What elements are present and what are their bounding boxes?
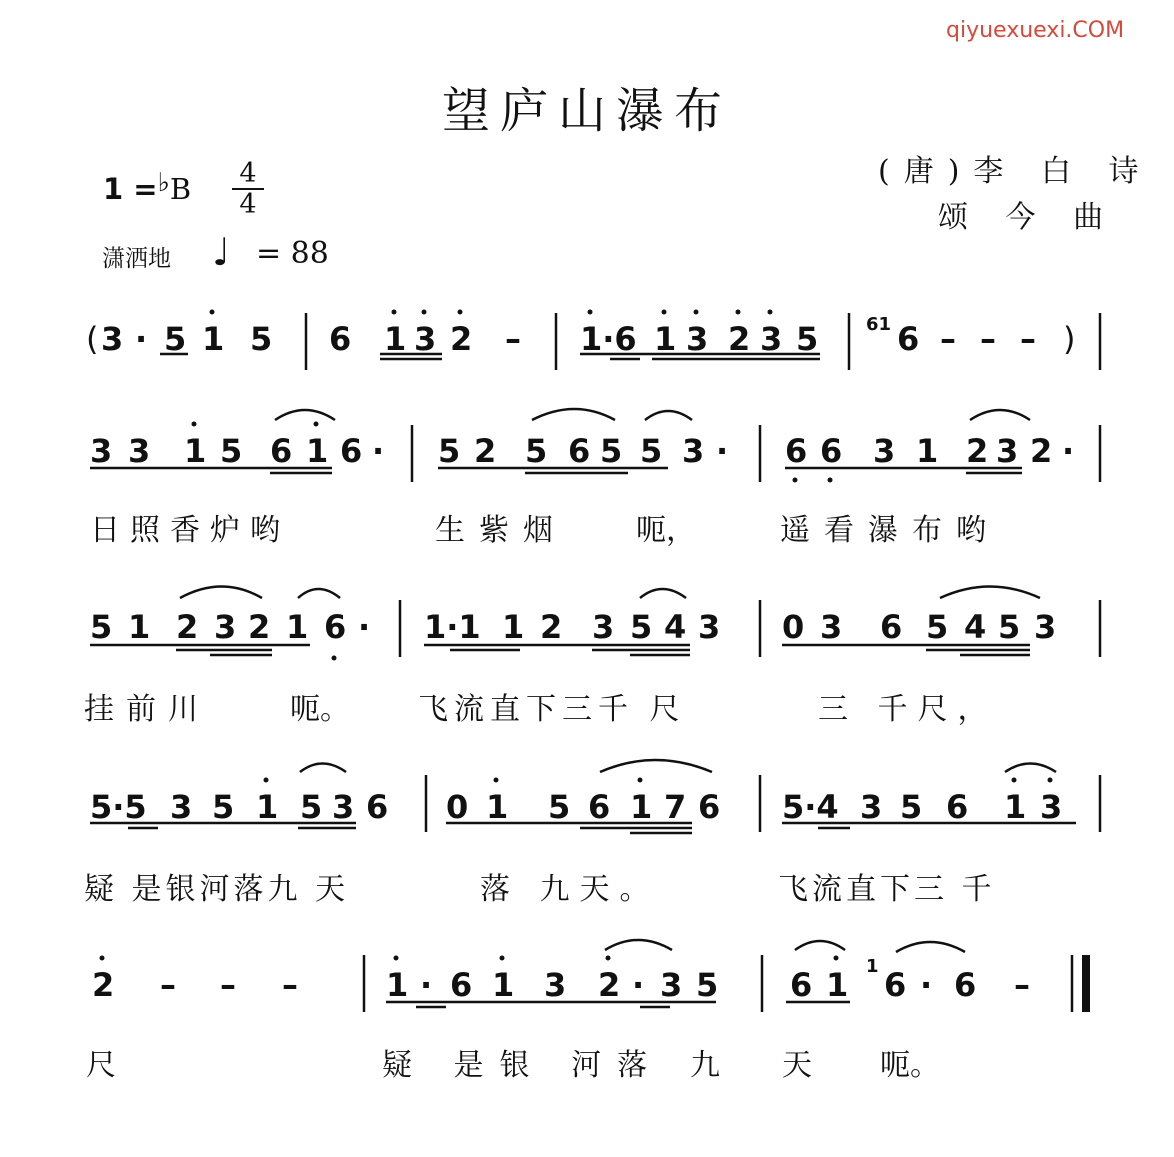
- svg-text:–: –: [1020, 320, 1036, 358]
- svg-text:6: 6: [880, 608, 903, 646]
- svg-text:3: 3: [214, 608, 237, 646]
- svg-text:3: 3: [686, 320, 709, 358]
- svg-text:6: 6: [340, 432, 363, 470]
- svg-text:2: 2: [540, 608, 563, 646]
- lyric-4-1: 尺: [86, 1048, 116, 1083]
- svg-text:2: 2: [248, 608, 271, 646]
- svg-text:5: 5: [696, 966, 719, 1004]
- svg-text:5: 5: [250, 320, 273, 358]
- svg-text:5: 5: [548, 788, 571, 826]
- svg-text:3: 3: [1034, 608, 1057, 646]
- svg-text:1: 1: [916, 432, 939, 470]
- svg-text:0: 0: [782, 608, 805, 646]
- svg-text:2: 2: [474, 432, 497, 470]
- svg-text:1·1: 1·1: [424, 608, 481, 646]
- svg-text:3: 3: [1040, 788, 1063, 826]
- site-watermark: qiyuexuexi.COM: [946, 18, 1125, 43]
- svg-text:2: 2: [598, 966, 621, 1004]
- svg-text:·: ·: [920, 966, 933, 1004]
- svg-text:3: 3: [660, 966, 683, 1004]
- tempo-value: = 88: [256, 236, 329, 271]
- quarter-note-icon: ♩: [212, 230, 230, 274]
- svg-text:7: 7: [664, 788, 687, 826]
- score-line-5-notes: [92, 956, 1030, 1005]
- svg-text:6: 6: [329, 320, 352, 358]
- lyricist-credit: (唐)李 白 诗: [878, 154, 1153, 189]
- svg-text:3: 3: [332, 788, 355, 826]
- composer-credit: 颂 今 曲: [938, 200, 1118, 235]
- svg-text:1·6: 1·6: [580, 320, 637, 358]
- svg-text:1: 1: [826, 966, 849, 1004]
- svg-text:6: 6: [568, 432, 591, 470]
- svg-text:1: 1: [630, 788, 653, 826]
- svg-text:6: 6: [954, 966, 977, 1004]
- svg-text:·: ·: [420, 966, 433, 1004]
- lyric-4-2: 疑 是银 河落: [382, 1048, 664, 1083]
- svg-text:3: 3: [101, 320, 124, 358]
- svg-text:·: ·: [372, 432, 385, 470]
- svg-text:5·4: 5·4: [782, 788, 839, 826]
- svg-text:): ): [1063, 320, 1076, 358]
- lyric-2-1: 挂前川: [84, 692, 210, 727]
- svg-text:6: 6: [324, 608, 347, 646]
- svg-text:1: 1: [184, 432, 207, 470]
- svg-text:5: 5: [600, 432, 623, 470]
- svg-text:3: 3: [414, 320, 437, 358]
- svg-text:3: 3: [996, 432, 1019, 470]
- svg-text:0: 0: [446, 788, 469, 826]
- svg-text:(: (: [86, 320, 99, 358]
- lyric-2-4: 三 千尺，: [818, 692, 998, 727]
- svg-text:5: 5: [164, 320, 187, 358]
- tempo-expression: 潇洒地: [102, 246, 171, 272]
- song-title: 望庐山瀑布: [441, 83, 732, 139]
- svg-text:5: 5: [796, 320, 819, 358]
- svg-text:–: –: [940, 320, 956, 358]
- svg-text:3: 3: [760, 320, 783, 358]
- svg-text:1: 1: [256, 788, 279, 826]
- lyric-1-3: 呃，: [636, 513, 696, 548]
- svg-text:2: 2: [728, 320, 751, 358]
- svg-text:2: 2: [92, 966, 115, 1004]
- svg-text:5: 5: [926, 608, 949, 646]
- svg-text:1: 1: [654, 320, 677, 358]
- lyric-4-5: 呃。: [880, 1048, 940, 1083]
- svg-text:3: 3: [170, 788, 193, 826]
- svg-text:5: 5: [90, 608, 113, 646]
- svg-text:3: 3: [698, 608, 721, 646]
- svg-text:4: 4: [964, 608, 987, 646]
- svg-text:2: 2: [450, 320, 473, 358]
- lyric-3-1: 疑 是银河落九 天: [84, 872, 350, 907]
- svg-text:6: 6: [790, 966, 813, 1004]
- meter-top: 4: [239, 158, 257, 189]
- svg-text:–: –: [980, 320, 996, 358]
- svg-text:–: –: [282, 966, 298, 1004]
- svg-text:·: ·: [358, 608, 371, 646]
- flat-sign: ♭: [157, 168, 170, 198]
- svg-text:6: 6: [588, 788, 611, 826]
- svg-text:5: 5: [900, 788, 923, 826]
- lyric-4-3: 九: [690, 1048, 720, 1083]
- svg-text:6: 6: [820, 432, 843, 470]
- svg-text:6: 6: [785, 432, 808, 470]
- lyric-1-1: 日照香炉哟: [90, 513, 290, 548]
- svg-text:–: –: [220, 966, 236, 1004]
- lyric-3-3: 飞流直下三 千: [778, 872, 996, 907]
- svg-text:1: 1: [1004, 788, 1027, 826]
- svg-text:6: 6: [946, 788, 969, 826]
- svg-text:5: 5: [212, 788, 235, 826]
- svg-text:1: 1: [128, 608, 151, 646]
- svg-text:2: 2: [176, 608, 199, 646]
- lyric-2-2: 呃。: [290, 692, 350, 727]
- svg-text:61: 61: [866, 314, 892, 335]
- svg-text:3: 3: [544, 966, 567, 1004]
- svg-text:6: 6: [450, 966, 473, 1004]
- svg-text:1: 1: [202, 320, 225, 358]
- svg-text:5: 5: [525, 432, 548, 470]
- svg-text:5: 5: [300, 788, 323, 826]
- svg-text:2: 2: [1030, 432, 1053, 470]
- svg-text:5: 5: [438, 432, 461, 470]
- svg-text:3: 3: [860, 788, 883, 826]
- svg-text:–: –: [160, 966, 176, 1004]
- lyric-1-4: 遥看瀑布哟: [780, 513, 1000, 548]
- lyric-1-2: 生紫烟: [435, 513, 567, 548]
- svg-text:6: 6: [897, 320, 920, 358]
- lyric-4-4: 天: [782, 1048, 812, 1083]
- svg-text:6: 6: [270, 432, 293, 470]
- svg-text:·: ·: [1062, 432, 1075, 470]
- score-line-1-notes: [86, 310, 1075, 359]
- svg-text:1: 1: [306, 432, 329, 470]
- lyric-3-2: 落 九天。: [480, 872, 660, 907]
- key-prefix: 1 =: [103, 172, 158, 206]
- svg-text:3: 3: [592, 608, 615, 646]
- svg-text:6: 6: [366, 788, 389, 826]
- svg-text:3: 3: [90, 432, 113, 470]
- svg-text:3: 3: [873, 432, 896, 470]
- svg-text:4: 4: [664, 608, 687, 646]
- svg-text:·: ·: [632, 966, 645, 1004]
- final-barline: [1082, 955, 1090, 1012]
- svg-text:3: 3: [128, 432, 151, 470]
- svg-text:1: 1: [502, 608, 525, 646]
- score-line-4-notes: [90, 778, 1062, 827]
- lyric-2-3: 飞流直下三千 尺: [418, 692, 686, 727]
- svg-text:6: 6: [698, 788, 721, 826]
- meter-bottom: 4: [239, 189, 257, 220]
- svg-text:2: 2: [966, 432, 989, 470]
- svg-text:5: 5: [998, 608, 1021, 646]
- svg-text:1: 1: [486, 788, 509, 826]
- score-line-3-notes: [90, 608, 1056, 661]
- svg-text:3: 3: [682, 432, 705, 470]
- svg-text:1: 1: [866, 956, 879, 977]
- svg-text:·: ·: [716, 432, 729, 470]
- svg-text:1: 1: [492, 966, 515, 1004]
- svg-text:3: 3: [820, 608, 843, 646]
- svg-text:·: ·: [135, 320, 148, 358]
- svg-text:5: 5: [220, 432, 243, 470]
- svg-text:–: –: [505, 320, 521, 358]
- key-note: B: [169, 172, 192, 206]
- svg-text:1: 1: [386, 966, 409, 1004]
- svg-text:–: –: [1014, 966, 1030, 1004]
- svg-text:1: 1: [286, 608, 309, 646]
- svg-text:6: 6: [884, 966, 907, 1004]
- svg-text:1: 1: [384, 320, 407, 358]
- svg-text:5: 5: [630, 608, 653, 646]
- svg-text:5: 5: [640, 432, 663, 470]
- svg-text:5·5: 5·5: [90, 788, 147, 826]
